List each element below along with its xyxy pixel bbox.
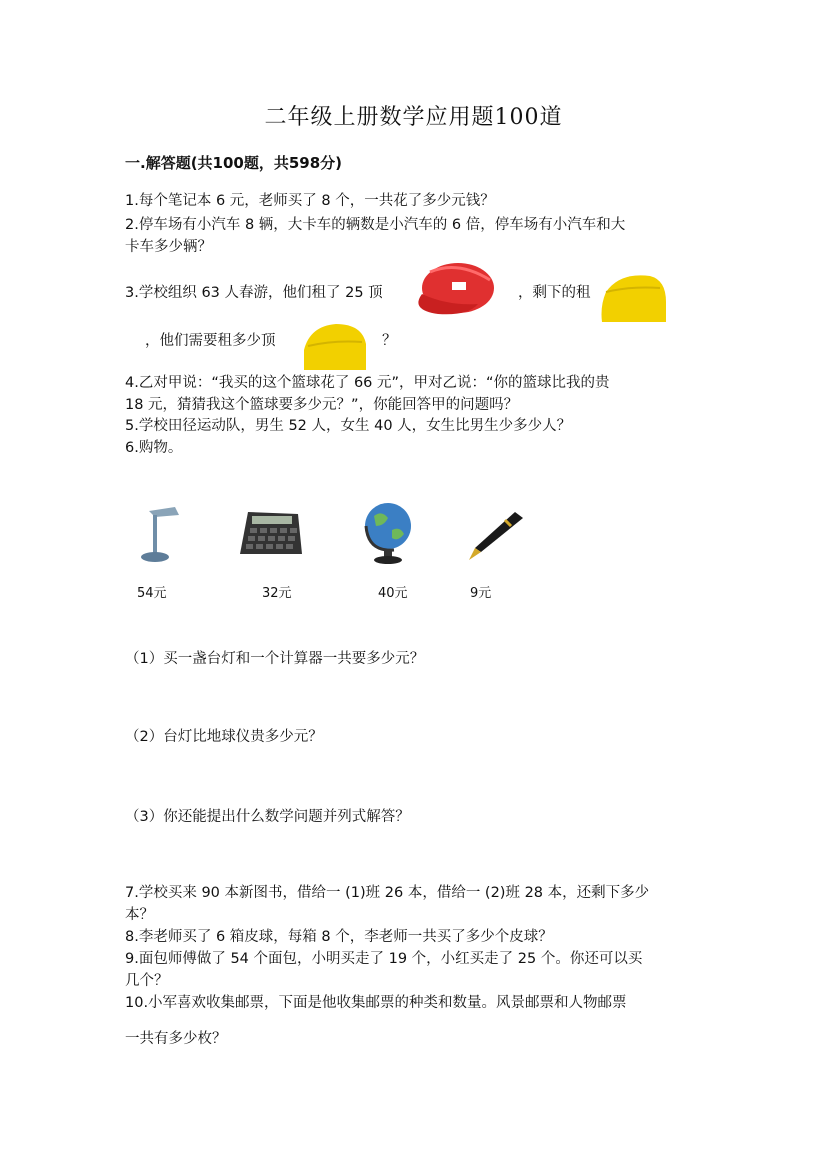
globe-price: 40元 — [378, 586, 408, 601]
yellow-cap-icon — [300, 320, 368, 372]
question-6-sub-1: （1）买一盏台灯和一个计算器一共要多少元？ — [125, 651, 425, 667]
question-3-part-4: ？ — [382, 333, 397, 349]
page-title: 二年级上册数学应用题100道 — [264, 105, 563, 130]
desk-lamp-icon — [135, 505, 185, 565]
question-4-line-2: 18 元，猜猜我这个篮球要多少元？”，你能回答甲的问题吗？ — [125, 397, 519, 413]
question-9-line-1: 9.面包师傅做了 54 个面包，小明买走了 19 个，小红买走了 25 个。你还可以买 — [125, 951, 643, 967]
question-3-part-3: ，他们需要租多少顶 — [145, 333, 276, 349]
question-5: 5.学校田径运动队，男生 52 人，女生 40 人，女生比男生少多少人？ — [125, 418, 572, 434]
section-heading: 一.解答题(共100题，共598分) — [125, 154, 343, 172]
pen-price: 9元 — [470, 586, 492, 601]
question-10-line-1: 10.小军喜欢收集邮票，下面是他收集邮票的种类和数量。风景邮票和人物邮票 — [125, 995, 627, 1011]
calculator-icon — [238, 510, 304, 558]
question-2-line-1: 2.停车场有小汽车 8 辆，大卡车的辆数是小汽车的 6 倍，停车场有小汽车和大 — [125, 217, 626, 233]
yellow-cap-icon — [600, 272, 668, 324]
question-10-line-2: 一共有多少枚？ — [125, 1031, 227, 1047]
question-7-line-2: 本？ — [125, 907, 154, 923]
pen-icon — [465, 508, 527, 562]
question-6-sub-2: （2）台灯比地球仪贵多少元？ — [125, 729, 323, 745]
question-8: 8.李老师买了 6 箱皮球，每箱 8 个，李老师一共买了多少个皮球？ — [125, 929, 553, 945]
question-7-line-1: 7.学校买来 90 本新图书，借给一 (1)班 26 本，借给一 (2)班 28 本，还剩下多少 — [125, 885, 650, 901]
question-3-part-1: 3.学校组织 63 人春游，他们租了 25 顶 — [125, 285, 383, 301]
question-4-line-1: 4.乙对甲说：“我买的这个篮球花了 66 元”，甲对乙说：“你的篮球比我的贵 — [125, 375, 610, 391]
question-2-line-2: 卡车多少辆？ — [125, 239, 212, 255]
question-6-sub-3: （3）你还能提出什么数学问题并列式解答？ — [125, 809, 410, 825]
question-1: 1.每个笔记本 6 元，老师买了 8 个，一共花了多少元钱？ — [125, 193, 495, 209]
globe-icon — [360, 500, 416, 566]
lamp-price: 54元 — [137, 586, 167, 601]
question-6: 6.购物。 — [125, 440, 183, 456]
red-cap-icon — [408, 258, 498, 320]
question-9-line-2: 几个？ — [125, 973, 169, 989]
question-3-part-2: ，剩下的租 — [518, 285, 591, 301]
calculator-price: 32元 — [262, 586, 292, 601]
